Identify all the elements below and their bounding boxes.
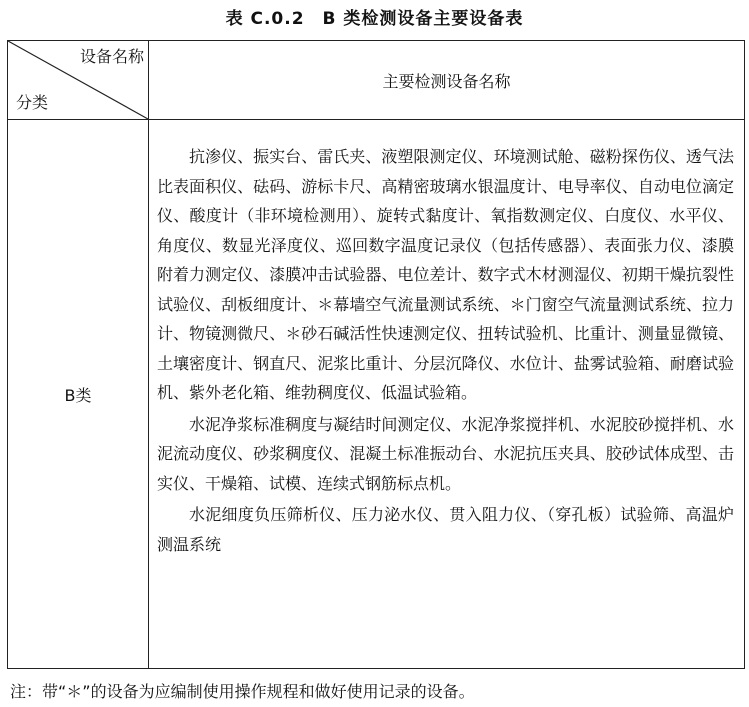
corner-label-category: 分类	[16, 93, 49, 112]
header-main-equipment: 主要检测设备名称	[149, 41, 745, 120]
equipment-paragraph-3: 水泥细度负压筛析仪、压力泌水仪、贯入阻力仪、（穿孔板）试验筛、高温炉测温系统	[157, 505, 734, 554]
equipment-paragraph-1: 抗渗仪、振实台、雷氏夹、液塑限测定仪、环境测试舱、磁粉探伤仪、透气法比表面积仪、砝码、游标卡尺、高精密玻璃水银温度计、电导率仪、自动电位滴定仪、酸度计（非环境检测用）、旋转式黏度计、氧指数测定仪、白度仪、水平仪、角度仪、数显光泽度仪、巡回数字温度记录仪（包括传感器）、表面张力仪、漆膜附着力测定仪、漆膜冲击试验器、电位差计、数字式木材测湿仪、初期干燥抗裂性试验仪、刮板细度计、＊幕墙空气流量测试系统、＊门窗空气流量测试系统、拉力计、物镜测微尺、＊砂石碱活性快速测定仪、扭转试验机、比重计、测量显微镜、土壤密度计、钢直尺、泥浆比重计、分层沉降仪、水位计、盐雾试验箱、耐磨试验机、紫外老化箱、维勃稠度仪、低温试验箱。	[157, 147, 734, 402]
table-row	[8, 120, 745, 669]
table-header-row	[8, 41, 745, 120]
footnote: 注：带“＊”的设备为应编制使用操作规程和做好使用记录的设备。	[10, 682, 475, 701]
equipment-table	[7, 40, 745, 669]
table-title: 表 C.0.2 B 类检测设备主要设备表	[225, 9, 524, 29]
category-cell: B类	[8, 120, 149, 669]
equipment-paragraph-2: 水泥净浆标准稠度与凝结时间测定仪、水泥净浆搅拌机、水泥胶砂搅拌机、水泥流动度仪、砂浆稠度仪、混凝土标准振动台、水泥抗压夹具、胶砂试体成型、击实仪、干燥箱、试模、连续式钢筋标点机。	[157, 414, 734, 493]
header-corner-cell	[8, 41, 149, 120]
equipment-list-cell	[149, 120, 745, 669]
corner-label-equipment-name: 设备名称	[79, 47, 144, 66]
